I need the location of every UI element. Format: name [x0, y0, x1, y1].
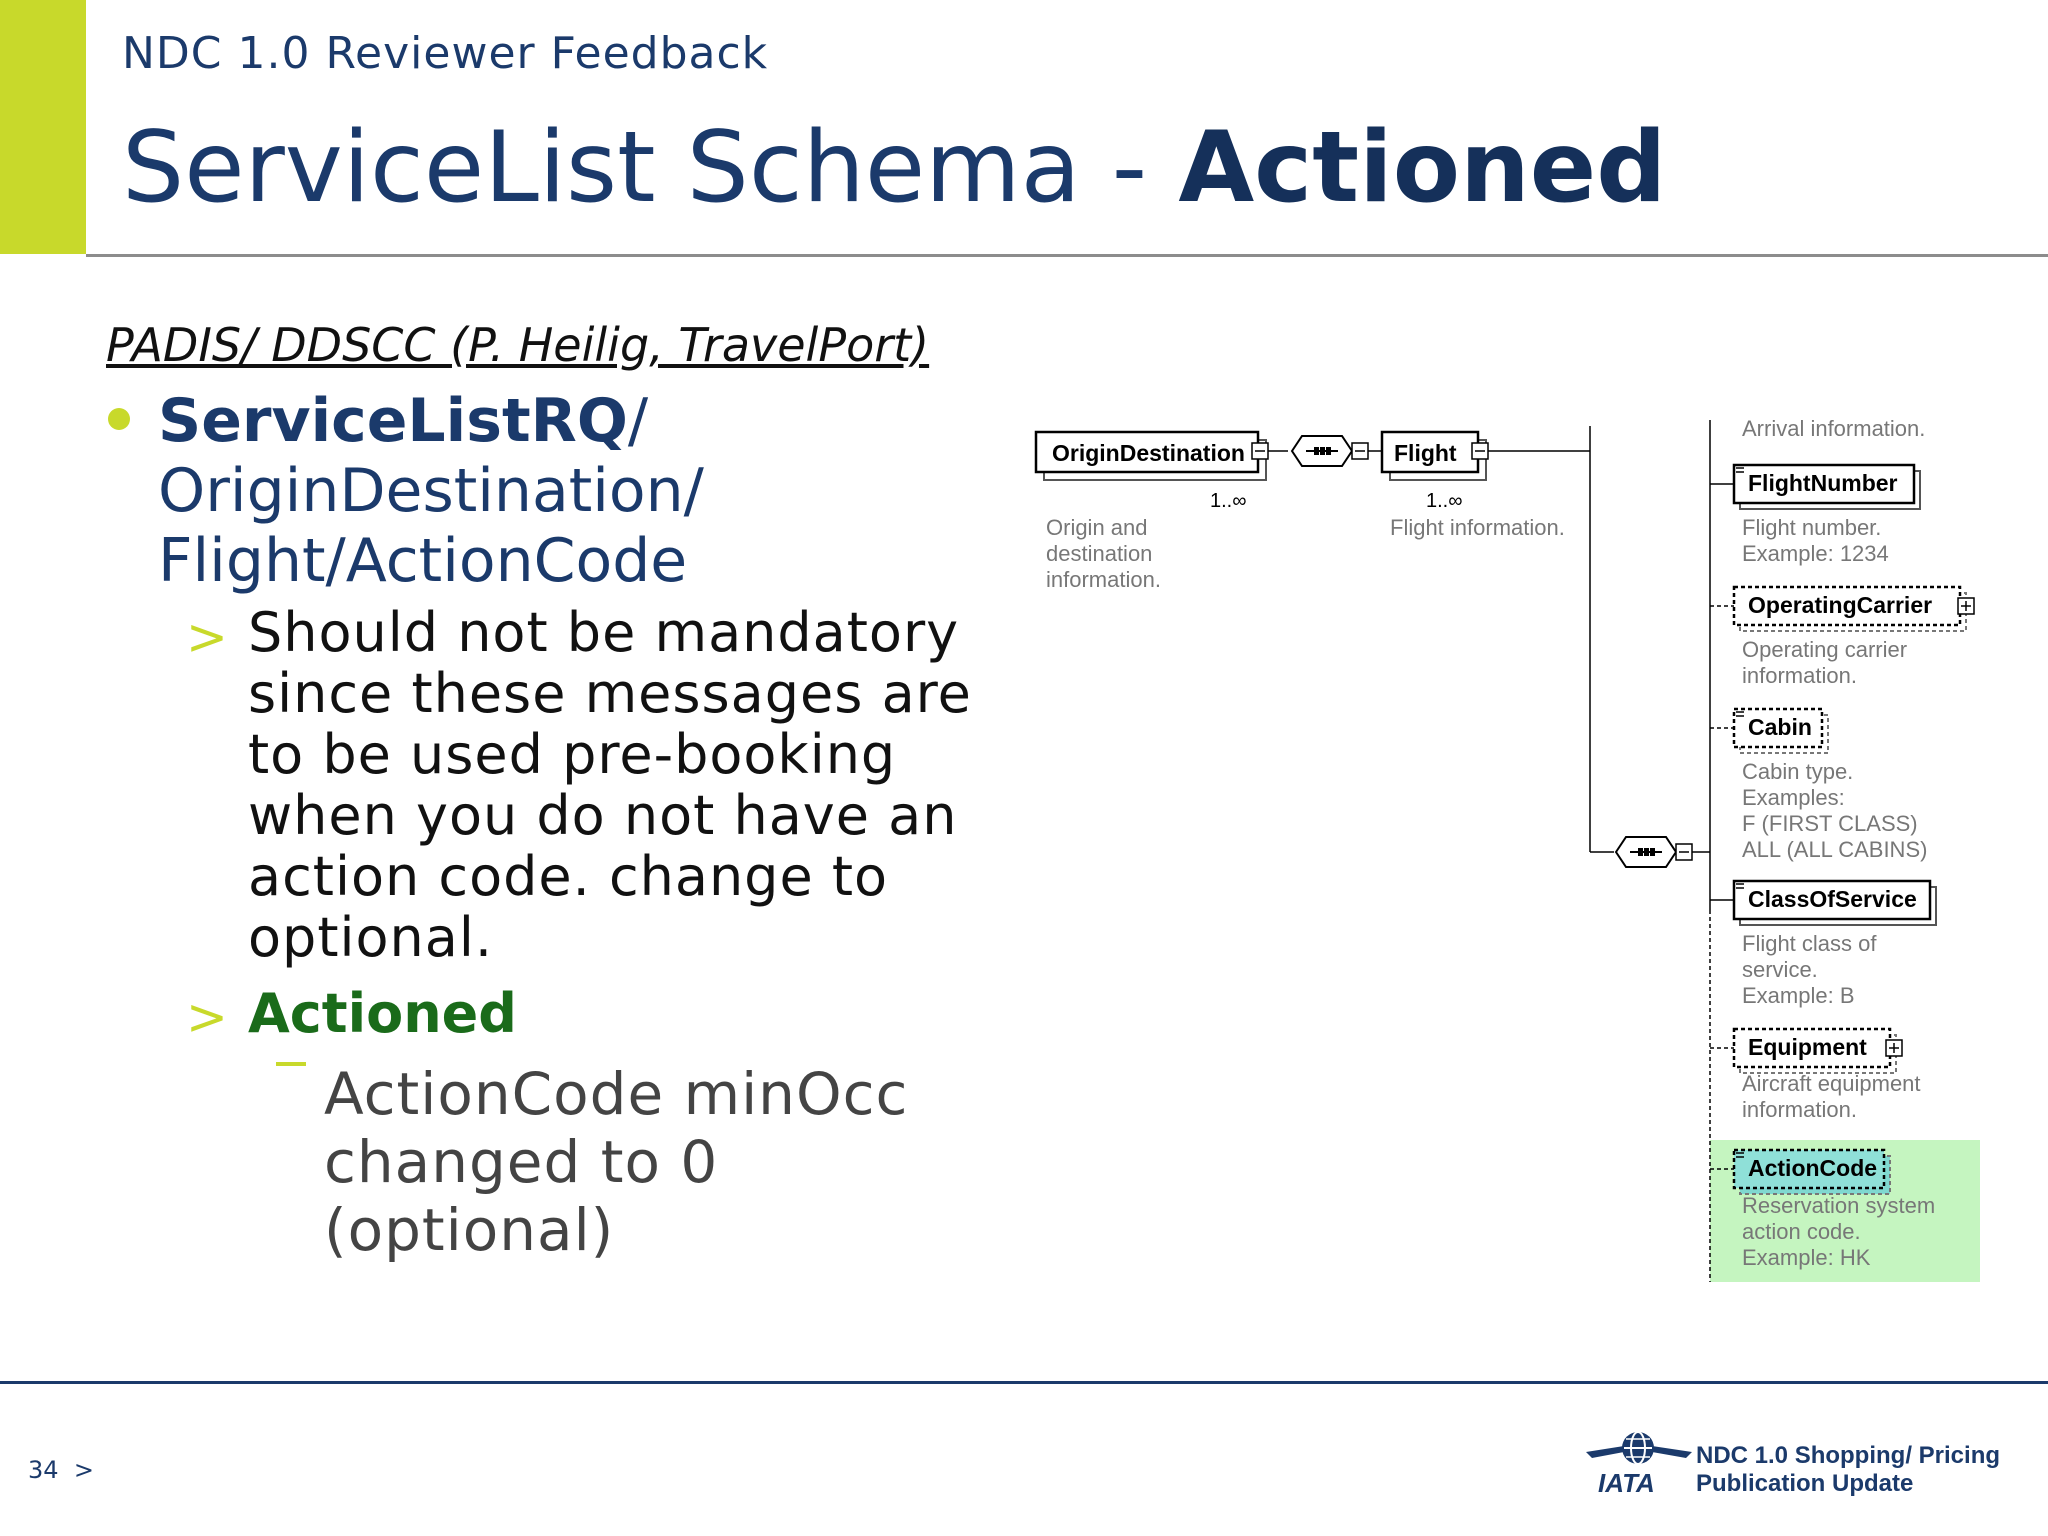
equipment-note: information.	[1742, 1097, 1857, 1122]
sub-line: since these messages are	[248, 662, 972, 725]
title-bold: Actioned	[1178, 111, 1667, 225]
action-code-note: action code.	[1742, 1219, 1861, 1244]
dash-icon	[276, 1062, 306, 1066]
flight-number-label: FlightNumber	[1748, 470, 1898, 496]
slide-title	[122, 112, 1666, 225]
flight-number-note: Flight number.	[1742, 515, 1882, 540]
expand-icon[interactable]	[1252, 443, 1268, 459]
sub-line: when you do not have an	[248, 784, 958, 847]
footer-divider	[0, 1381, 2048, 1384]
subsub-line: ActionCode minOcc	[324, 1060, 909, 1128]
cabin-note: ALL (ALL CABINS)	[1742, 837, 1928, 862]
subsub-line: (optional)	[324, 1196, 615, 1264]
iata-logo	[1584, 1426, 1694, 1500]
bullet-line2: OriginDestination/	[158, 456, 704, 526]
action-code-note: Example: HK	[1742, 1245, 1871, 1270]
origin-destination-occurrence: 1..∞	[1210, 490, 1247, 512]
sub-line: action code. change to	[248, 845, 889, 908]
collapse-icon[interactable]	[1676, 844, 1692, 860]
sub-line: optional.	[248, 906, 494, 969]
operating-carrier-note: information.	[1742, 663, 1857, 688]
page-number	[28, 1456, 94, 1484]
operating-carrier-note: Operating carrier	[1742, 637, 1908, 662]
sub-line: to be used pre-booking	[248, 723, 897, 786]
arrival-note: Arrival information.	[1742, 420, 1926, 441]
sequence-compositor-icon	[1616, 837, 1676, 867]
title-main: ServiceList Schema -	[122, 111, 1179, 225]
sub-line: Should not be mandatory	[248, 601, 960, 664]
expand-icon[interactable]	[1958, 598, 1974, 614]
flight-note: Flight information.	[1390, 515, 1565, 540]
origin-destination-label: OriginDestination	[1052, 440, 1245, 466]
operating-carrier-label: OperatingCarrier	[1748, 592, 1933, 618]
class-of-service-label: ClassOfService	[1748, 886, 1917, 912]
class-of-service-note: Flight class of	[1742, 931, 1877, 956]
action-code-note: Reservation system	[1742, 1193, 1936, 1218]
cabin-label: Cabin	[1748, 714, 1812, 740]
reviewer-line: PADIS/ DDSCC (P. Heilig, TravelPort)	[106, 318, 930, 372]
iata-logo-text: IATA	[1598, 1468, 1655, 1498]
origin-destination-note: information.	[1046, 567, 1161, 592]
sub-bullet-text	[248, 602, 972, 968]
class-of-service-note: Example: B	[1742, 983, 1855, 1008]
expand-icon[interactable]	[1886, 1040, 1902, 1056]
cabin-note: F (FIRST CLASS)	[1742, 811, 1918, 836]
bullet-main	[158, 386, 704, 596]
actioned-marker-icon: >	[186, 988, 228, 1046]
subsub-line: changed to 0	[324, 1128, 719, 1196]
flight-label: Flight	[1394, 440, 1457, 466]
page-number-value: 34	[28, 1456, 59, 1484]
action-code-label: ActionCode	[1748, 1155, 1878, 1181]
bullet-line1-bold: ServiceListRQ	[158, 386, 628, 456]
accent-bar	[0, 0, 86, 254]
next-page-icon[interactable]: >	[73, 1456, 94, 1484]
actioned-label: Actioned	[248, 982, 517, 1045]
equipment-note: Aircraft equipment	[1742, 1071, 1921, 1096]
subsub-text	[324, 1060, 908, 1264]
bullet-line1-rest: /	[627, 386, 649, 456]
cabin-note: Examples:	[1742, 785, 1845, 810]
class-of-service-note: service.	[1742, 957, 1818, 982]
equipment-label: Equipment	[1748, 1034, 1867, 1060]
brand-line: Publication Update	[1696, 1470, 1914, 1497]
brand-line: NDC 1.0 Shopping/ Pricing	[1696, 1442, 2001, 1469]
footer-brand	[1696, 1442, 2000, 1498]
flight-occurrence: 1..∞	[1426, 490, 1463, 512]
sequence-compositor-icon	[1292, 436, 1352, 466]
origin-destination-note: Origin and	[1046, 515, 1148, 540]
sub-bullet-marker-icon: >	[186, 608, 228, 666]
collapse-icon[interactable]	[1472, 443, 1488, 459]
collapse-icon[interactable]	[1352, 443, 1368, 459]
bullet-dot-icon	[108, 408, 130, 430]
origin-destination-note: destination	[1046, 541, 1153, 566]
bullet-line3: Flight/ActionCode	[158, 526, 688, 596]
schema-diagram	[1020, 420, 2020, 1290]
header-divider	[86, 254, 2048, 257]
cabin-note: Cabin type.	[1742, 759, 1854, 784]
slide-supertitle: NDC 1.0 Reviewer Feedback	[122, 28, 769, 79]
flight-number-note: Example: 1234	[1742, 541, 1889, 566]
